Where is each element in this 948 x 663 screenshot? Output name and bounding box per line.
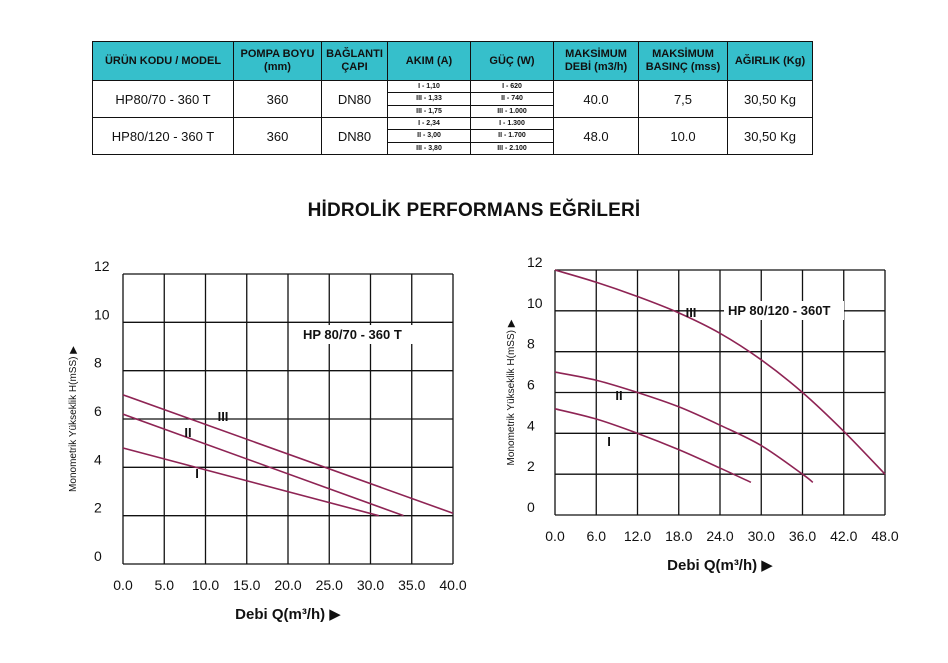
- y-tick-label: 4: [527, 417, 535, 434]
- cell-length: 360: [234, 118, 322, 155]
- header-weight: AĞIRLIK (Kg): [728, 42, 813, 81]
- curve-series-i: [555, 409, 751, 483]
- y-tick-label: 0: [527, 499, 535, 515]
- current-line: III - 1,75: [388, 105, 470, 117]
- cell-current: [388, 118, 471, 155]
- current-line: III - 1,33: [388, 92, 470, 104]
- section-title: HİDROLİK PERFORMANS EĞRİLERİ: [307, 200, 641, 221]
- power-line: I - 1.300: [499, 120, 525, 127]
- x-tick-label: 12.0: [623, 528, 652, 544]
- y-tick-label: 10: [94, 306, 110, 323]
- header-model: ÜRÜN KODU / MODEL: [93, 42, 234, 81]
- x-tick-label: 40.0: [439, 577, 467, 593]
- x-tick-label: 42.0: [830, 528, 858, 544]
- header-power: GÜÇ (W): [471, 42, 554, 81]
- x-axis-label: Debi Q(m³/h) ▶: [235, 606, 341, 623]
- y-axis-label: Monometrik Yükseklik H(mSS) ▶: [506, 319, 517, 466]
- y-tick-label: 8: [527, 335, 535, 352]
- cell-max-pressure: 10.0: [639, 118, 728, 155]
- cell-length: 360: [234, 81, 322, 118]
- y-tick-label: 2: [94, 499, 102, 516]
- y-tick-label: 6: [527, 376, 535, 393]
- cell-weight: 30,50 Kg: [728, 81, 813, 118]
- model-label: HP 80/70 - 360 T: [303, 327, 402, 342]
- x-tick-label: 48.0: [871, 528, 899, 544]
- y-tick-label: 8: [94, 354, 102, 371]
- cell-max-pressure: 7,5: [639, 81, 728, 118]
- header-length: POMPA BOYU (mm): [234, 42, 322, 81]
- x-tick-label: 15.0: [233, 577, 261, 593]
- performance-chart-hp80-70: [50, 250, 470, 623]
- current-line: I - 1,10: [418, 83, 440, 90]
- x-tick-label: 10.0: [191, 577, 220, 593]
- power-line: III - 2.100: [471, 142, 553, 154]
- power-line: II - 740: [471, 92, 553, 104]
- current-line: III - 3,80: [388, 142, 470, 154]
- cell-power: [471, 81, 554, 118]
- current-line: II - 3,00: [388, 129, 470, 141]
- y-tick-label: 4: [94, 451, 102, 468]
- header-max-flow: MAKSİMUM DEBİ (m3/h): [554, 42, 639, 81]
- x-tick-label: 30.0: [356, 577, 385, 593]
- header-max-pressure: MAKSİMUM BASINÇ (mss): [639, 42, 728, 81]
- header-connection: BAĞLANTI ÇAPI: [322, 42, 388, 81]
- table-row: [93, 81, 813, 118]
- header-current: AKIM (A): [388, 42, 471, 81]
- cell-weight: 30,50 Kg: [728, 118, 813, 155]
- cell-current: [388, 81, 471, 118]
- x-tick-label: 0.0: [113, 577, 133, 593]
- cell-power: [471, 118, 554, 155]
- y-tick-label: 12: [94, 258, 110, 274]
- table-row: [93, 118, 813, 155]
- x-tick-label: 30.0: [747, 528, 775, 544]
- x-axis-label: Debi Q(m³/h) ▶: [667, 557, 773, 574]
- series-label: III: [217, 409, 229, 424]
- x-tick-label: 5.0: [154, 577, 174, 593]
- y-tick-label: 0: [94, 548, 102, 564]
- x-tick-label: 6.0: [586, 528, 606, 544]
- x-tick-label: 20.0: [274, 577, 302, 593]
- power-line: III - 1.000: [471, 105, 553, 117]
- cell-model: HP80/120 - 360 T: [93, 118, 234, 155]
- y-tick-label: 12: [527, 254, 543, 270]
- y-tick-label: 10: [527, 294, 543, 311]
- power-line: II - 1.700: [471, 129, 553, 141]
- model-label: HP 80/120 - 360T: [728, 303, 831, 318]
- curve-series-ii: [123, 414, 404, 515]
- current-line: I - 2,34: [418, 120, 440, 127]
- x-tick-label: 25.0: [315, 577, 343, 593]
- curve-series-i: [123, 448, 379, 516]
- x-tick-label: 36.0: [788, 528, 817, 544]
- x-tick-label: 35.0: [398, 577, 426, 593]
- y-axis-label: Monometrik Yükseklik H(mSS) ▶: [68, 346, 79, 492]
- spec-table: [92, 41, 813, 155]
- table-header-row: [93, 42, 813, 81]
- curve-series-ii: [555, 372, 813, 482]
- y-tick-label: 2: [527, 458, 535, 475]
- series-label: III: [685, 305, 697, 320]
- cell-max-flow: 48.0: [554, 118, 639, 155]
- x-tick-label: 0.0: [545, 528, 565, 544]
- cell-connection: DN80: [322, 118, 388, 155]
- series-label: II: [184, 425, 192, 440]
- cell-max-flow: 40.0: [554, 81, 639, 118]
- y-tick-label: 6: [94, 403, 102, 419]
- cell-connection: DN80: [322, 81, 388, 118]
- cell-model: HP80/70 - 360 T: [93, 81, 234, 118]
- x-tick-label: 24.0: [706, 528, 734, 544]
- series-label: II: [615, 388, 623, 403]
- series-label: I: [607, 434, 611, 449]
- x-tick-label: 18.0: [665, 528, 693, 544]
- performance-chart-hp80-120: [480, 250, 900, 620]
- power-line: I - 620: [502, 83, 522, 90]
- series-label: I: [195, 466, 199, 481]
